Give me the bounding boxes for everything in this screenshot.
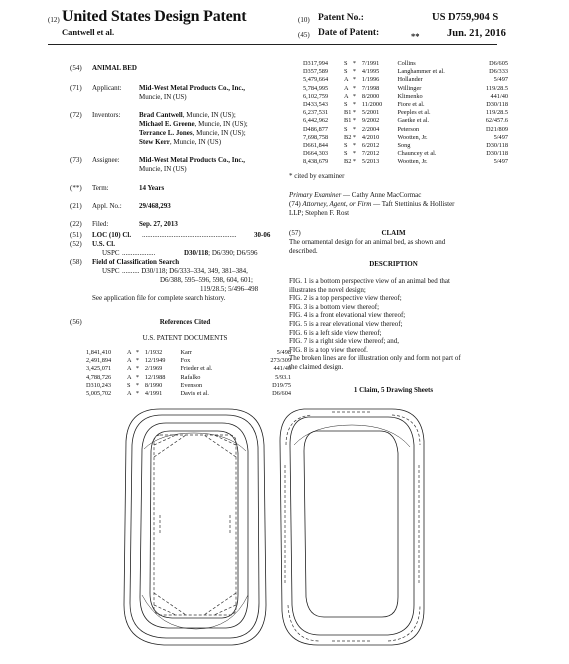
description-heading: DESCRIPTION xyxy=(369,260,418,268)
patent-number: US D759,904 S xyxy=(432,12,499,23)
reference-cell: A xyxy=(344,76,349,84)
assignee-name: Mid-West Metal Products Co., Inc., xyxy=(139,156,246,164)
reference-cell: 7,698,758 xyxy=(303,133,329,141)
reference-cell: D30/118 xyxy=(486,101,508,109)
reference-row xyxy=(303,142,508,150)
reference-cell: 119/28.5 xyxy=(486,84,508,92)
tag-21: (21) xyxy=(70,202,82,210)
reference-cell: Willinger xyxy=(397,84,422,92)
reference-cell: 5/497 xyxy=(493,158,508,166)
reference-cell: A xyxy=(344,84,349,92)
reference-cell: 6,102,759 xyxy=(303,92,329,100)
term-label: Term: xyxy=(92,184,109,192)
reference-cell: 1,841,410 xyxy=(86,349,112,356)
reference-row xyxy=(86,374,291,382)
loc-value: 30-06 xyxy=(254,231,271,239)
assignee-label: Assignee: xyxy=(92,156,120,164)
reference-cell: D30/118 xyxy=(486,142,508,150)
uscl-label: U.S. Cl. xyxy=(92,240,115,248)
reference-cell: * xyxy=(352,109,357,117)
reference-cell: * xyxy=(352,76,357,84)
reference-cell: D310,243 xyxy=(86,381,112,389)
reference-cell: A xyxy=(127,390,132,398)
reference-row xyxy=(86,390,291,398)
tag-51: (51) xyxy=(70,231,82,239)
header-code-12: (12) xyxy=(48,16,60,24)
reference-cell: * xyxy=(352,158,357,166)
claim-line-2: described. xyxy=(289,247,318,255)
inventors-label: Inventors: xyxy=(92,111,121,119)
reference-cell: D357,589 xyxy=(303,68,329,76)
reference-cell: 4/1995 xyxy=(361,68,380,76)
tag-22: (22) xyxy=(70,220,82,228)
document-title: United States Design Patent xyxy=(62,8,247,25)
reference-cell: 6,442,962 xyxy=(303,117,329,125)
applicant-city: Muncie, IN (US) xyxy=(139,93,187,101)
reference-cell: Klimenko xyxy=(397,92,423,100)
reference-cell: S xyxy=(344,125,348,133)
reference-row xyxy=(86,382,291,390)
reference-cell: Rafalko xyxy=(180,373,201,381)
inventor-1: Brad Cantwell, Muncie, IN (US); xyxy=(139,111,236,119)
description-line: the claimed design. xyxy=(289,362,344,371)
reference-cell: Fiore et al. xyxy=(397,101,425,109)
right-reference-list xyxy=(303,60,508,167)
reference-cell: 7/1998 xyxy=(361,84,380,92)
reference-cell: D21/809 xyxy=(485,125,508,133)
reference-cell: 5/497 xyxy=(493,133,508,141)
reference-cell: 441/40 xyxy=(490,92,508,100)
reference-cell: 7/1991 xyxy=(361,60,380,67)
reference-row xyxy=(303,60,508,68)
reference-cell: Fox xyxy=(180,357,191,365)
reference-cell: 5/498 xyxy=(276,349,291,356)
reference-cell: 2/1969 xyxy=(144,365,163,373)
claim-heading: CLAIM xyxy=(381,229,406,237)
reference-cell: S xyxy=(344,150,348,158)
reference-cell: 4,788,726 xyxy=(86,373,112,381)
reference-cell: D6/333 xyxy=(489,68,508,76)
reference-cell: D317,994 xyxy=(303,60,329,67)
uspc-value: D30/118; D6/390; D6/596 xyxy=(184,249,258,257)
reference-cell: Karr xyxy=(180,349,193,356)
reference-cell: Peterson xyxy=(397,125,420,133)
tag-54: (54) xyxy=(70,64,82,72)
date-label: Date of Patent: xyxy=(318,28,380,38)
reference-cell: * xyxy=(352,92,357,100)
reference-cell: D433,543 xyxy=(303,101,329,109)
reference-cell: * xyxy=(135,349,140,356)
reference-row xyxy=(303,76,508,84)
reference-cell: * xyxy=(352,60,357,67)
header-rule xyxy=(48,44,497,45)
reference-cell: 7/2012 xyxy=(361,150,380,158)
reference-cell: 6/2012 xyxy=(361,142,380,150)
reference-cell: S xyxy=(344,60,348,67)
description-line: FIG. 7 is a right side view thereof; and, xyxy=(289,337,400,346)
attorney-line-2: LLP; Stephen F. Rost xyxy=(289,209,350,217)
cited-by-examiner: * cited by examiner xyxy=(289,172,345,180)
reference-cell: Peeples et al. xyxy=(397,109,431,117)
inventors-short: Cantwell et al. xyxy=(62,27,115,37)
reference-cell: S xyxy=(344,68,348,76)
reference-cell: Evenson xyxy=(180,381,203,389)
reference-cell: 5,479,664 xyxy=(303,76,329,84)
reference-cell: B1 xyxy=(344,109,352,117)
reference-cell: 12/1949 xyxy=(144,357,166,365)
reference-cell: D661,844 xyxy=(303,142,329,150)
top-perspective-drawing xyxy=(272,405,432,650)
reference-cell: Hollander xyxy=(397,76,423,84)
reference-cell: 5/93.1 xyxy=(275,373,291,381)
tag-72: (72) xyxy=(70,111,82,119)
description-line: FIG. 2 is a top perspective view thereof; xyxy=(289,294,402,303)
claim-line-1: The ornamental design for an animal bed, as shown and xyxy=(289,238,446,246)
reference-cell: * xyxy=(352,142,357,150)
us-patent-docs-heading: U.S. PATENT DOCUMENTS xyxy=(142,334,228,342)
description-line: FIG. 6 is a left side view thereof; xyxy=(289,328,382,337)
bottom-perspective-drawing xyxy=(120,405,270,650)
field-search-line-2: D6/388, 595–596, 598, 604, 601; xyxy=(160,276,253,284)
reference-cell: 5/2013 xyxy=(361,158,380,166)
patent-date: Jun. 21, 2016 xyxy=(447,28,506,39)
reference-cell: D486,877 xyxy=(303,125,329,133)
reference-cell: Collins xyxy=(397,60,416,67)
description-line: illustrates the novel design; xyxy=(289,285,366,294)
reference-cell: * xyxy=(135,381,140,389)
reference-cell: * xyxy=(135,390,140,398)
reference-cell: A xyxy=(127,349,132,356)
description-line: FIG. 8 is a top view thereof. xyxy=(289,345,368,354)
field-search-note: See application file for complete search history. xyxy=(92,294,226,302)
inventor-2: Michael E. Greene, Muncie, IN (US); xyxy=(139,120,248,128)
reference-cell: 62/457.6 xyxy=(485,117,508,125)
reference-row xyxy=(303,93,508,101)
reference-cell: Gaetke et al. xyxy=(397,117,430,125)
assignee-city: Muncie, IN (US) xyxy=(139,165,187,173)
reference-cell: Wootten, Jr. xyxy=(397,158,428,166)
reference-cell: 5,005,702 xyxy=(86,390,112,398)
reference-row xyxy=(303,68,508,76)
description-line: FIG. 1 is a bottom perspective view of an animal bed that xyxy=(289,277,450,285)
reference-cell: Frieder et al. xyxy=(180,365,213,373)
loc-dots: ...................................................... xyxy=(142,231,237,239)
reference-row xyxy=(303,109,508,117)
description-line: FIG. 3 is a bottom view thereof; xyxy=(289,302,380,311)
reference-cell: 4/2010 xyxy=(361,133,380,141)
tag-56: (56) xyxy=(70,318,82,326)
reference-cell: D6/605 xyxy=(489,60,508,67)
reference-cell: 2,491,894 xyxy=(86,357,112,365)
reference-cell: 1/1932 xyxy=(144,349,163,356)
title-value: ANIMAL BED xyxy=(92,64,137,72)
description-line: FIG. 4 is a front elevational view thereof; xyxy=(289,311,406,320)
attorney-line-1: (74) Attorney, Agent, or Firm — Taft Stettinius & Hollister xyxy=(289,200,455,208)
reference-row xyxy=(303,134,508,142)
reference-row xyxy=(86,365,291,373)
reference-cell: 11/2000 xyxy=(361,101,383,109)
reference-cell: D6/604 xyxy=(272,390,291,398)
reference-cell: D30/118 xyxy=(486,150,508,158)
reference-row xyxy=(303,85,508,93)
applicant-label: Applicant: xyxy=(92,84,122,92)
reference-row xyxy=(86,357,291,365)
reference-cell: Langhammer et al. xyxy=(397,68,445,76)
filed-label: Filed: xyxy=(92,220,109,228)
reference-row xyxy=(303,117,508,125)
reference-row xyxy=(303,158,508,166)
reference-row xyxy=(303,150,508,158)
field-search-line-3: 119/28.5; 5/496–498 xyxy=(200,285,259,293)
reference-cell: Chauncey et al. xyxy=(397,150,437,158)
applicant-name: Mid-West Metal Products Co., Inc., xyxy=(139,84,246,92)
reference-cell: Song xyxy=(397,142,411,150)
reference-cell: 8,438,679 xyxy=(303,158,329,166)
tag-term: (**) xyxy=(70,184,82,192)
appl-no-value: 29/468,293 xyxy=(139,202,171,210)
reference-cell: S xyxy=(344,101,348,109)
tag-71: (71) xyxy=(70,84,82,92)
reference-cell: * xyxy=(352,68,357,76)
tag-58: (58) xyxy=(70,258,82,266)
field-search-label: Field of Classification Search xyxy=(92,258,180,266)
reference-cell: S xyxy=(127,381,131,389)
patent-no-label: Patent No.: xyxy=(318,13,364,23)
header-code-10: (10) xyxy=(298,16,310,24)
reference-cell: 4/1991 xyxy=(144,390,163,398)
reference-cell: * xyxy=(352,84,357,92)
primary-examiner: Primary Examiner — Cathy Anne MacCormac xyxy=(289,191,422,199)
uspc-label: USPC xyxy=(102,249,120,257)
reference-cell: A xyxy=(127,357,132,365)
reference-cell: D664,303 xyxy=(303,150,329,158)
reference-cell: A xyxy=(127,365,132,373)
references-heading: References Cited xyxy=(159,318,211,326)
reference-cell: 273/309 xyxy=(270,357,291,365)
loc-label: LOC (10) Cl. xyxy=(92,231,132,239)
description-line: FIG. 5 is a rear elevational view thereof; xyxy=(289,319,403,328)
reference-cell: 5,784,995 xyxy=(303,84,329,92)
reference-cell: B2 xyxy=(344,158,352,166)
reference-cell: 8/1990 xyxy=(144,381,163,389)
reference-cell: S xyxy=(344,142,348,150)
reference-row xyxy=(86,349,291,357)
header-code-45: (45) xyxy=(298,31,310,39)
reference-cell: 9/2002 xyxy=(361,117,380,125)
field-search-line-1: .......... D30/118; D6/333–334, 349, 381–384, xyxy=(122,267,248,275)
inventor-3: Terrance L. Jones, Muncie, IN (US); xyxy=(139,129,246,137)
tag-57: (57) xyxy=(289,229,301,237)
reference-cell: 5/2001 xyxy=(361,109,380,117)
reference-cell: B1 xyxy=(344,117,352,125)
reference-cell: * xyxy=(352,150,357,158)
filed-value: Sep. 27, 2013 xyxy=(139,220,178,228)
reference-cell: * xyxy=(135,357,140,365)
appl-no-label: Appl. No.: xyxy=(92,202,122,210)
reference-cell: * xyxy=(352,117,357,125)
reference-cell: 5/497 xyxy=(493,76,508,84)
tag-73: (73) xyxy=(70,156,82,164)
description-body xyxy=(289,277,504,372)
reference-cell: B2 xyxy=(344,133,352,141)
reference-cell: * xyxy=(352,133,357,141)
reference-cell: * xyxy=(352,101,357,109)
reference-cell: * xyxy=(135,365,140,373)
tag-52: (52) xyxy=(70,240,82,248)
reference-cell: Davis et al. xyxy=(180,390,209,398)
reference-cell: 119/28.5 xyxy=(486,109,508,117)
term-stars: ** xyxy=(411,31,420,41)
description-line: The broken lines are for illustration only and form not part of xyxy=(289,354,461,363)
reference-cell: A xyxy=(127,373,132,381)
reference-cell: 12/1988 xyxy=(144,373,166,381)
left-reference-list xyxy=(86,349,291,398)
reference-cell: 3,425,071 xyxy=(86,365,112,373)
uspc-dots: ................... xyxy=(122,249,156,257)
field-search-uspc: USPC xyxy=(102,267,120,275)
inventor-4: Stew Kerr, Muncie, IN (US) xyxy=(139,138,222,146)
reference-cell: 2/2004 xyxy=(361,125,380,133)
reference-cell: 6,237,531 xyxy=(303,109,329,117)
claims-sheets: 1 Claim, 5 Drawing Sheets xyxy=(353,386,434,394)
reference-row xyxy=(303,126,508,134)
term-value: 14 Years xyxy=(139,184,165,192)
reference-cell: D19/75 xyxy=(272,381,291,389)
reference-cell: 1/1996 xyxy=(361,76,380,84)
reference-cell: Wootten, Jr. xyxy=(397,133,428,141)
reference-cell: A xyxy=(344,92,349,100)
reference-row xyxy=(303,101,508,109)
reference-cell: 441/40 xyxy=(273,365,291,373)
reference-cell: * xyxy=(135,373,140,381)
reference-cell: 8/2000 xyxy=(361,92,380,100)
reference-cell: * xyxy=(352,125,357,133)
